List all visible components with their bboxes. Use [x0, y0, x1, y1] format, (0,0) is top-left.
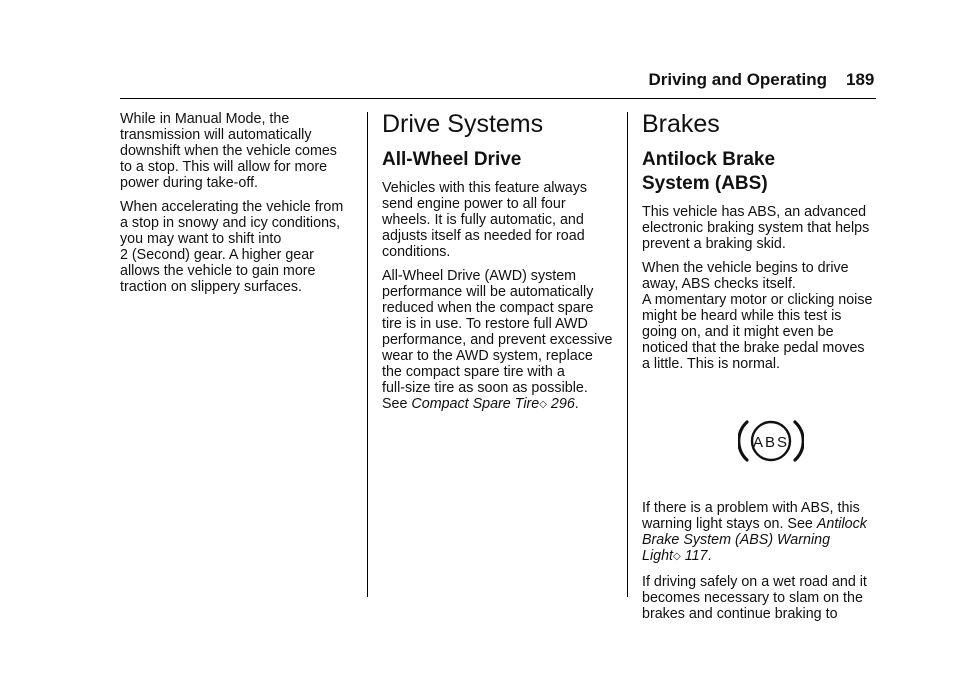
abs-warning-paragraph	[642, 500, 872, 566]
text-line: to a stop. This will allow for more	[120, 159, 328, 175]
text-line: When accelerating the vehicle from	[120, 199, 344, 215]
abs-heading	[642, 148, 872, 196]
section-title: Driving and Operating	[648, 70, 827, 89]
abs-warning-light-link-end[interactable]: Light	[642, 548, 674, 564]
text-line: away, ABS checks itself.	[642, 276, 796, 292]
abs-warning-light-link-continued[interactable]: Brake System (ABS) Warning	[642, 532, 831, 548]
brakes-heading: Brakes	[642, 110, 720, 138]
column-divider-left	[367, 112, 368, 597]
text-line: transmission will automatically	[120, 127, 312, 143]
text-line: brakes and continue braking to	[642, 606, 838, 622]
text-line: send engine power to all four	[382, 196, 566, 212]
text-line: becomes necessary to slam on the	[642, 590, 863, 606]
see-prefix: warning light stays on. See	[642, 516, 817, 532]
text-line: performance will be automatically	[382, 284, 594, 300]
text-line: If driving safely on a wet road and it	[642, 574, 867, 590]
abs-icon-label: ABS	[752, 434, 790, 451]
text-line: electronic braking system that helps	[642, 220, 870, 236]
page-number: 189	[846, 70, 875, 89]
text-line: a little. This is normal.	[642, 356, 780, 372]
column-middle	[382, 110, 612, 422]
wet-road-paragraph	[642, 574, 872, 622]
period: .	[574, 396, 579, 412]
text-line: reduced when the compact spare	[382, 300, 594, 316]
text-line	[642, 548, 872, 566]
abs-warning-light-link[interactable]: Antilock	[816, 516, 867, 532]
awd-intro-paragraph	[382, 180, 612, 260]
text-line: a stop in snowy and icy conditions,	[120, 215, 341, 231]
heading-line: Antilock Brake	[642, 149, 776, 170]
text-line: you may want to shift into	[120, 231, 282, 247]
text-line: If there is a problem with ABS, this	[642, 500, 860, 516]
text-line: This vehicle has ABS, an advanced	[642, 204, 867, 220]
column-divider-right	[627, 112, 628, 597]
header-divider	[120, 98, 876, 99]
text-line: adjusts itself as needed for road	[382, 228, 585, 244]
text-line: conditions.	[382, 244, 451, 260]
column-right	[642, 110, 872, 630]
awd-spare-tire-paragraph	[382, 268, 612, 414]
text-line: might be heard while this test is	[642, 308, 842, 324]
text-line: power during take-off.	[120, 175, 259, 191]
text-line: A momentary motor or clicking noise	[642, 292, 873, 308]
text-line: noticed that the brake pedal moves	[642, 340, 865, 356]
text-line: performance, and prevent excessive	[382, 332, 613, 348]
abs-self-check-paragraph	[642, 260, 872, 372]
text-line: All-Wheel Drive (AWD) system	[382, 268, 577, 284]
text-line: wheels. It is fully automatic, and	[382, 212, 584, 228]
text-line: full-size tire as soon as possible.	[382, 380, 588, 396]
manual-mode-paragraph	[120, 111, 343, 191]
text-line: tire is in use. To restore full AWD	[382, 316, 588, 332]
see-prefix: See	[382, 396, 412, 412]
abs-warning-light-icon	[738, 416, 804, 466]
text-line: traction on slippery surfaces.	[120, 279, 302, 295]
column-left	[120, 111, 343, 303]
snowy-conditions-paragraph	[120, 199, 343, 295]
text-line: downshift when the vehicle comes	[120, 143, 337, 159]
all-wheel-drive-heading: All-Wheel Drive	[382, 149, 522, 170]
text-line	[642, 516, 872, 532]
page-reference-icon: ◇	[673, 551, 681, 562]
text-line: Vehicles with this feature always	[382, 180, 588, 196]
drive-systems-heading: Drive Systems	[382, 110, 544, 138]
text-line: While in Manual Mode, the	[120, 111, 290, 127]
text-line: allows the vehicle to gain more	[120, 263, 316, 279]
text-line: prevent a braking skid.	[642, 236, 786, 252]
page-reference-number[interactable]: 296	[550, 396, 575, 412]
compact-spare-tire-link[interactable]: Compact Spare Tire	[411, 396, 540, 412]
abs-intro-paragraph	[642, 204, 872, 252]
page-reference-number[interactable]: 117	[684, 548, 708, 564]
period: .	[707, 548, 712, 564]
text-line: 2 (Second) gear. A higher gear	[120, 247, 314, 263]
see-reference-line	[382, 396, 612, 414]
text-line: wear to the AWD system, replace	[382, 348, 593, 364]
text-line: the compact spare tire with a	[382, 364, 565, 380]
text-line: going on, and it might even be	[642, 324, 834, 340]
text-line: When the vehicle begins to drive	[642, 260, 849, 276]
page-reference-icon: ◇	[539, 399, 547, 410]
heading-line: System (ABS)	[642, 173, 768, 194]
